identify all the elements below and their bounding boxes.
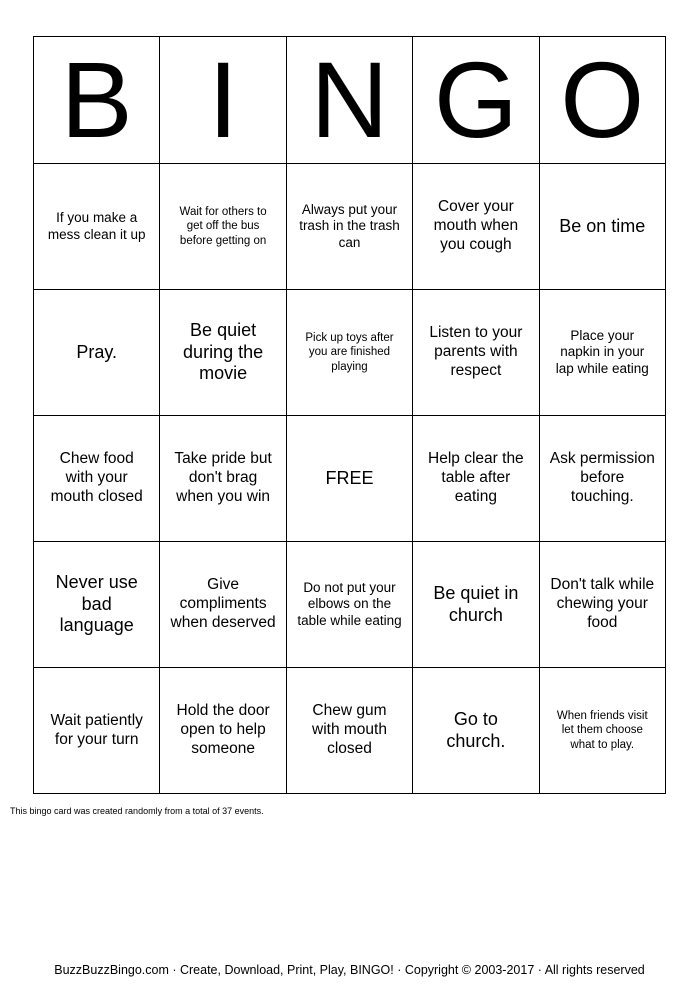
bingo-cell: When friends visit let them choose what to play. <box>539 668 665 794</box>
bingo-cell: Wait for others to get off the bus before getting on <box>160 164 286 290</box>
header-letter-o: O <box>539 37 665 164</box>
bingo-cell: Be on time <box>539 164 665 290</box>
bingo-cell: Help clear the table after eating <box>413 416 539 542</box>
bingo-row <box>34 542 666 668</box>
header-letter-i: I <box>160 37 286 164</box>
bingo-card <box>33 36 666 794</box>
bingo-cell: Ask permission before touching. <box>539 416 665 542</box>
bingo-cell: Always put your trash in the trash can <box>286 164 412 290</box>
bingo-cell: Hold the door open to help someone <box>160 668 286 794</box>
bingo-cell: Pray. <box>34 290 160 416</box>
bingo-cell: Be quiet in church <box>413 542 539 668</box>
bingo-cell: Don't talk while chewing your food <box>539 542 665 668</box>
bingo-cell: Listen to your parents with respect <box>413 290 539 416</box>
bingo-cell: Go to church. <box>413 668 539 794</box>
header-letter-b: B <box>34 37 160 164</box>
card-note: This bingo card was created randomly from a total of 37 events. <box>10 806 264 816</box>
bingo-cell: Take pride but don't brag when you win <box>160 416 286 542</box>
bingo-cell: Place your napkin in your lap while eating <box>539 290 665 416</box>
bingo-row <box>34 290 666 416</box>
footer-text: BuzzBuzzBingo.com · Create, Download, Print, Play, BINGO! · Copyright © 2003-2017 · All rights reserved <box>54 963 645 977</box>
header-row <box>34 37 666 164</box>
bingo-cell: Never use bad language <box>34 542 160 668</box>
bingo-cell: Wait patiently for your turn <box>34 668 160 794</box>
bingo-row <box>34 416 666 542</box>
header-letter-g: G <box>413 37 539 164</box>
bingo-cell: Chew food with your mouth closed <box>34 416 160 542</box>
bingo-cell: Pick up toys after you are finished playing <box>286 290 412 416</box>
bingo-cell: Be quiet during the movie <box>160 290 286 416</box>
bingo-row <box>34 668 666 794</box>
bingo-cell: Do not put your elbows on the table while eating <box>286 542 412 668</box>
bingo-row <box>34 164 666 290</box>
bingo-cell: If you make a mess clean it up <box>34 164 160 290</box>
bingo-cell: Chew gum with mouth closed <box>286 668 412 794</box>
bingo-cell: Cover your mouth when you cough <box>413 164 539 290</box>
free-space: FREE <box>286 416 412 542</box>
bingo-cell: Give compliments when deserved <box>160 542 286 668</box>
header-letter-n: N <box>286 37 412 164</box>
